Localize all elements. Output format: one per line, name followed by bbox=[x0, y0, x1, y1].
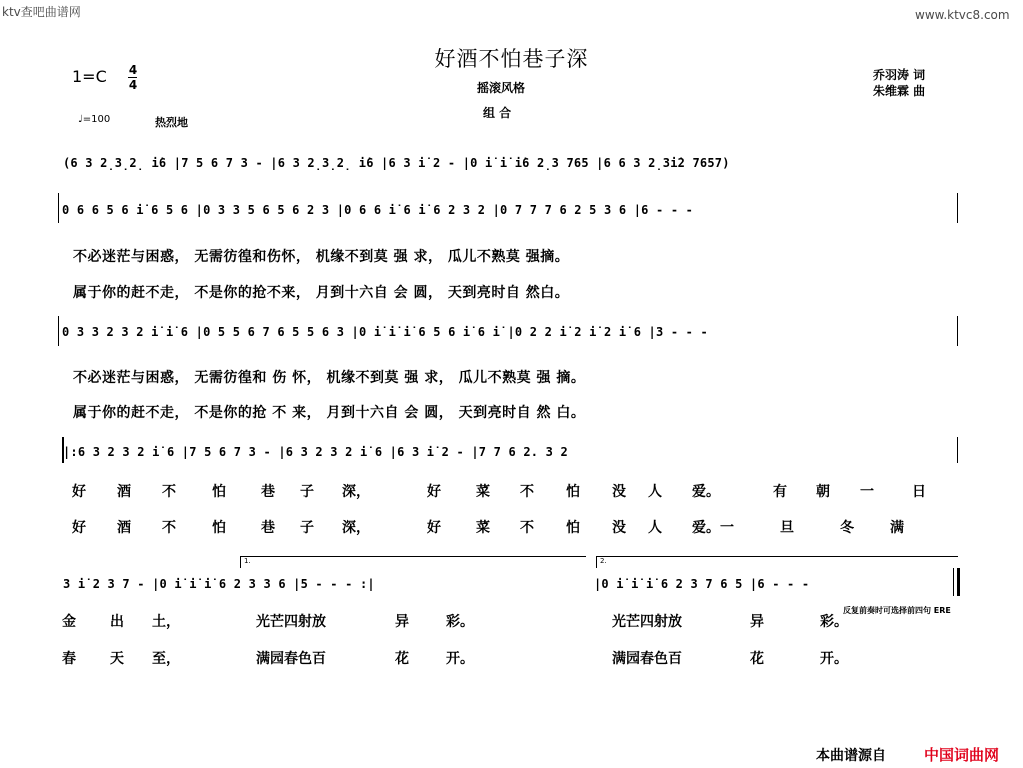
volta-2-bracket bbox=[596, 556, 958, 557]
composer-credit: 朱维霖 曲 bbox=[873, 84, 926, 98]
time-signature-bottom: 4 bbox=[128, 78, 138, 92]
chorus-lyric-word: 一 bbox=[860, 484, 874, 500]
chorus-lyric-word: 子 bbox=[300, 484, 314, 500]
ending-lyric-word: 满园春色百 bbox=[612, 651, 682, 667]
performer-label: 组 合 bbox=[483, 106, 512, 120]
chorus-lyric-word: 好 bbox=[72, 484, 86, 500]
score-line-intro: (6 3 2̣3̣2̣ i̇6 |7 5 6 7 3 - |6 3 2̣3̣2̣ i̇6 |6 3 i̇ 2 - |0 i̇ i̇ i̇6 2̣3 765 |6 6 3 2̣3i̇2 7657) bbox=[63, 156, 730, 170]
barline-end bbox=[957, 193, 958, 223]
ending-lyric-word: 金 bbox=[62, 614, 76, 630]
chorus-lyric-word: 不 bbox=[162, 484, 176, 500]
chorus-lyric-word: 菜 bbox=[476, 484, 490, 500]
chorus-lyric-word: 好 bbox=[72, 520, 86, 536]
chorus-lyric-word: 爱。 bbox=[692, 484, 720, 500]
ending-lyric-word: 春 bbox=[62, 651, 76, 667]
ending-lyric-word: 光芒四射放 bbox=[612, 614, 682, 630]
ending-lyric-word: 满园春色百 bbox=[256, 651, 326, 667]
ending-lyric-word: 异 bbox=[750, 614, 764, 630]
lyric-verse1-b: 属于你的赶不走， 不是你的抢不来， 月到十六自 会 圆， 天到亮时自 然白。 bbox=[73, 285, 570, 301]
watermark-left: ktv查吧曲谱网 bbox=[2, 5, 81, 19]
chorus-lyric-word: 不 bbox=[520, 520, 534, 536]
chorus-lyric-word: 没 bbox=[612, 520, 626, 536]
score-line-5-volta1: 3 i̇ 2 3 7 - |0 i̇ i̇ i̇ 6 2 3 3 6 |5 - - - :| bbox=[63, 577, 375, 591]
chorus-lyric-word: 深， bbox=[342, 520, 370, 536]
source-site-link[interactable]: 中国词曲网 bbox=[924, 746, 1000, 764]
chorus-lyric-word: 没 bbox=[612, 484, 626, 500]
ending-lyric-word: 花 bbox=[750, 651, 764, 667]
lyric-verse2-a: 不必迷茫与困惑， 无需彷徨和 伤 怀， 机缘不到莫 强 求， 瓜儿不熟莫 强 摘。 bbox=[73, 370, 586, 386]
source-label: 本曲谱源自 bbox=[816, 748, 886, 764]
score-line-3: 0 3 3 2 3 2 i̇ i̇ 6 |0 5 5 6 7 6 5 5 6 3 |0 i̇ i̇ i̇ 6 5 6 i̇ 6 i̇ |0 2 2 i̇ 2 i̇ 2 i̇ 6 |3 - - - bbox=[62, 325, 708, 339]
style-label: 摇滚风格 bbox=[477, 81, 526, 95]
barline-end bbox=[957, 316, 958, 346]
chorus-lyric-word: 怕 bbox=[212, 520, 226, 536]
score-line-2: 0 6 6 5 6 i̇ 6 5 6 |0 3 3 5 6 5 6 2 3 |0 6 6 i̇ 6 i̇ 6 2 3 2 |0 7 7 7 6 2 5 3 6 |6 - - - bbox=[62, 203, 694, 217]
song-title: 好酒不怕巷子深 bbox=[434, 47, 589, 71]
chorus-lyric-word: 子 bbox=[300, 520, 314, 536]
chorus-lyric-word: 巷 bbox=[261, 484, 275, 500]
chorus-lyric-word: 怕 bbox=[566, 520, 580, 536]
chorus-lyric-word: 菜 bbox=[476, 520, 490, 536]
chorus-lyric-word: 有 bbox=[773, 484, 787, 500]
final-barline bbox=[957, 568, 960, 596]
ending-lyric-word: 花 bbox=[395, 651, 409, 667]
ending-lyric-word: 彩。 bbox=[820, 614, 848, 630]
ending-lyric-word: 开。 bbox=[820, 651, 848, 667]
chorus-lyric-word: 人 bbox=[648, 520, 662, 536]
barline-end bbox=[957, 437, 958, 463]
key-signature: 1=C bbox=[72, 67, 107, 86]
barline-start bbox=[58, 193, 59, 223]
ending-lyric-word: 土， bbox=[152, 614, 180, 630]
score-line-4: |:6 3 2 3 2 i̇ 6 |7 5 6 7 3 - |6 3 2 3 2 i̇ 6 |6 3 i̇ 2 - |7 7 6 2. 3 2 bbox=[63, 445, 568, 459]
chorus-lyric-word: 朝 bbox=[816, 484, 830, 500]
tempo-mark: ♩=100 bbox=[78, 114, 111, 125]
ending-lyric-word: 彩。 bbox=[446, 614, 474, 630]
chorus-lyric-word: 不 bbox=[520, 484, 534, 500]
lyric-verse1-a: 不必迷茫与困惑， 无需彷徨和伤怀， 机缘不到莫 强 求， 瓜儿不熟莫 强摘。 bbox=[73, 249, 570, 265]
barline-start bbox=[58, 316, 59, 346]
expression-mark: 热烈地 bbox=[155, 116, 188, 129]
chorus-lyric-word: 好 bbox=[427, 520, 441, 536]
ending-lyric-word: 至， bbox=[152, 651, 180, 667]
ending-lyric-word: 异 bbox=[395, 614, 409, 630]
chorus-lyric-word: 满 bbox=[890, 520, 904, 536]
volta-1-hook bbox=[240, 556, 241, 568]
chorus-lyric-word: 酒 bbox=[117, 520, 131, 536]
chorus-lyric-word: 好 bbox=[427, 484, 441, 500]
volta-1-label: 1. bbox=[244, 557, 251, 565]
volta-1-bracket bbox=[240, 556, 586, 557]
chorus-lyric-word: 酒 bbox=[117, 484, 131, 500]
chorus-lyric-word: 日 bbox=[912, 484, 926, 500]
ending-lyric-word: 出 bbox=[110, 614, 124, 630]
ending-lyric-word: 天 bbox=[110, 651, 124, 667]
chorus-lyric-word: 不 bbox=[162, 520, 176, 536]
score-line-5-volta2: |0 i̇ i̇ i̇ 6 2 3 7 6 5 |6 - - - bbox=[594, 577, 810, 591]
final-barline-thin bbox=[953, 568, 954, 596]
chorus-lyric-word: 旦 bbox=[780, 520, 794, 536]
repeat-instruction: 反复前奏时可选择前四句 ERE bbox=[843, 606, 951, 615]
lyricist-credit: 乔羽涛 词 bbox=[873, 68, 926, 82]
volta-2-label: 2. bbox=[600, 557, 607, 565]
lyric-verse2-b: 属于你的赶不走， 不是你的抢 不 来， 月到十六自 会 圆， 天到亮时自 然 白。 bbox=[73, 405, 586, 421]
chorus-lyric-word: 冬 bbox=[840, 520, 854, 536]
watermark-right: www.ktvc8.com bbox=[915, 8, 1010, 22]
chorus-lyric-word: 人 bbox=[648, 484, 662, 500]
volta-2-hook bbox=[596, 556, 597, 568]
chorus-lyric-word: 怕 bbox=[566, 484, 580, 500]
chorus-lyric-word: 怕 bbox=[212, 484, 226, 500]
time-signature-top: 4 bbox=[128, 63, 138, 77]
chorus-lyric-word: 爱。一 bbox=[692, 520, 734, 536]
ending-lyric-word: 光芒四射放 bbox=[256, 614, 326, 630]
chorus-lyric-word: 巷 bbox=[261, 520, 275, 536]
chorus-lyric-word: 深， bbox=[342, 484, 370, 500]
ending-lyric-word: 开。 bbox=[446, 651, 474, 667]
